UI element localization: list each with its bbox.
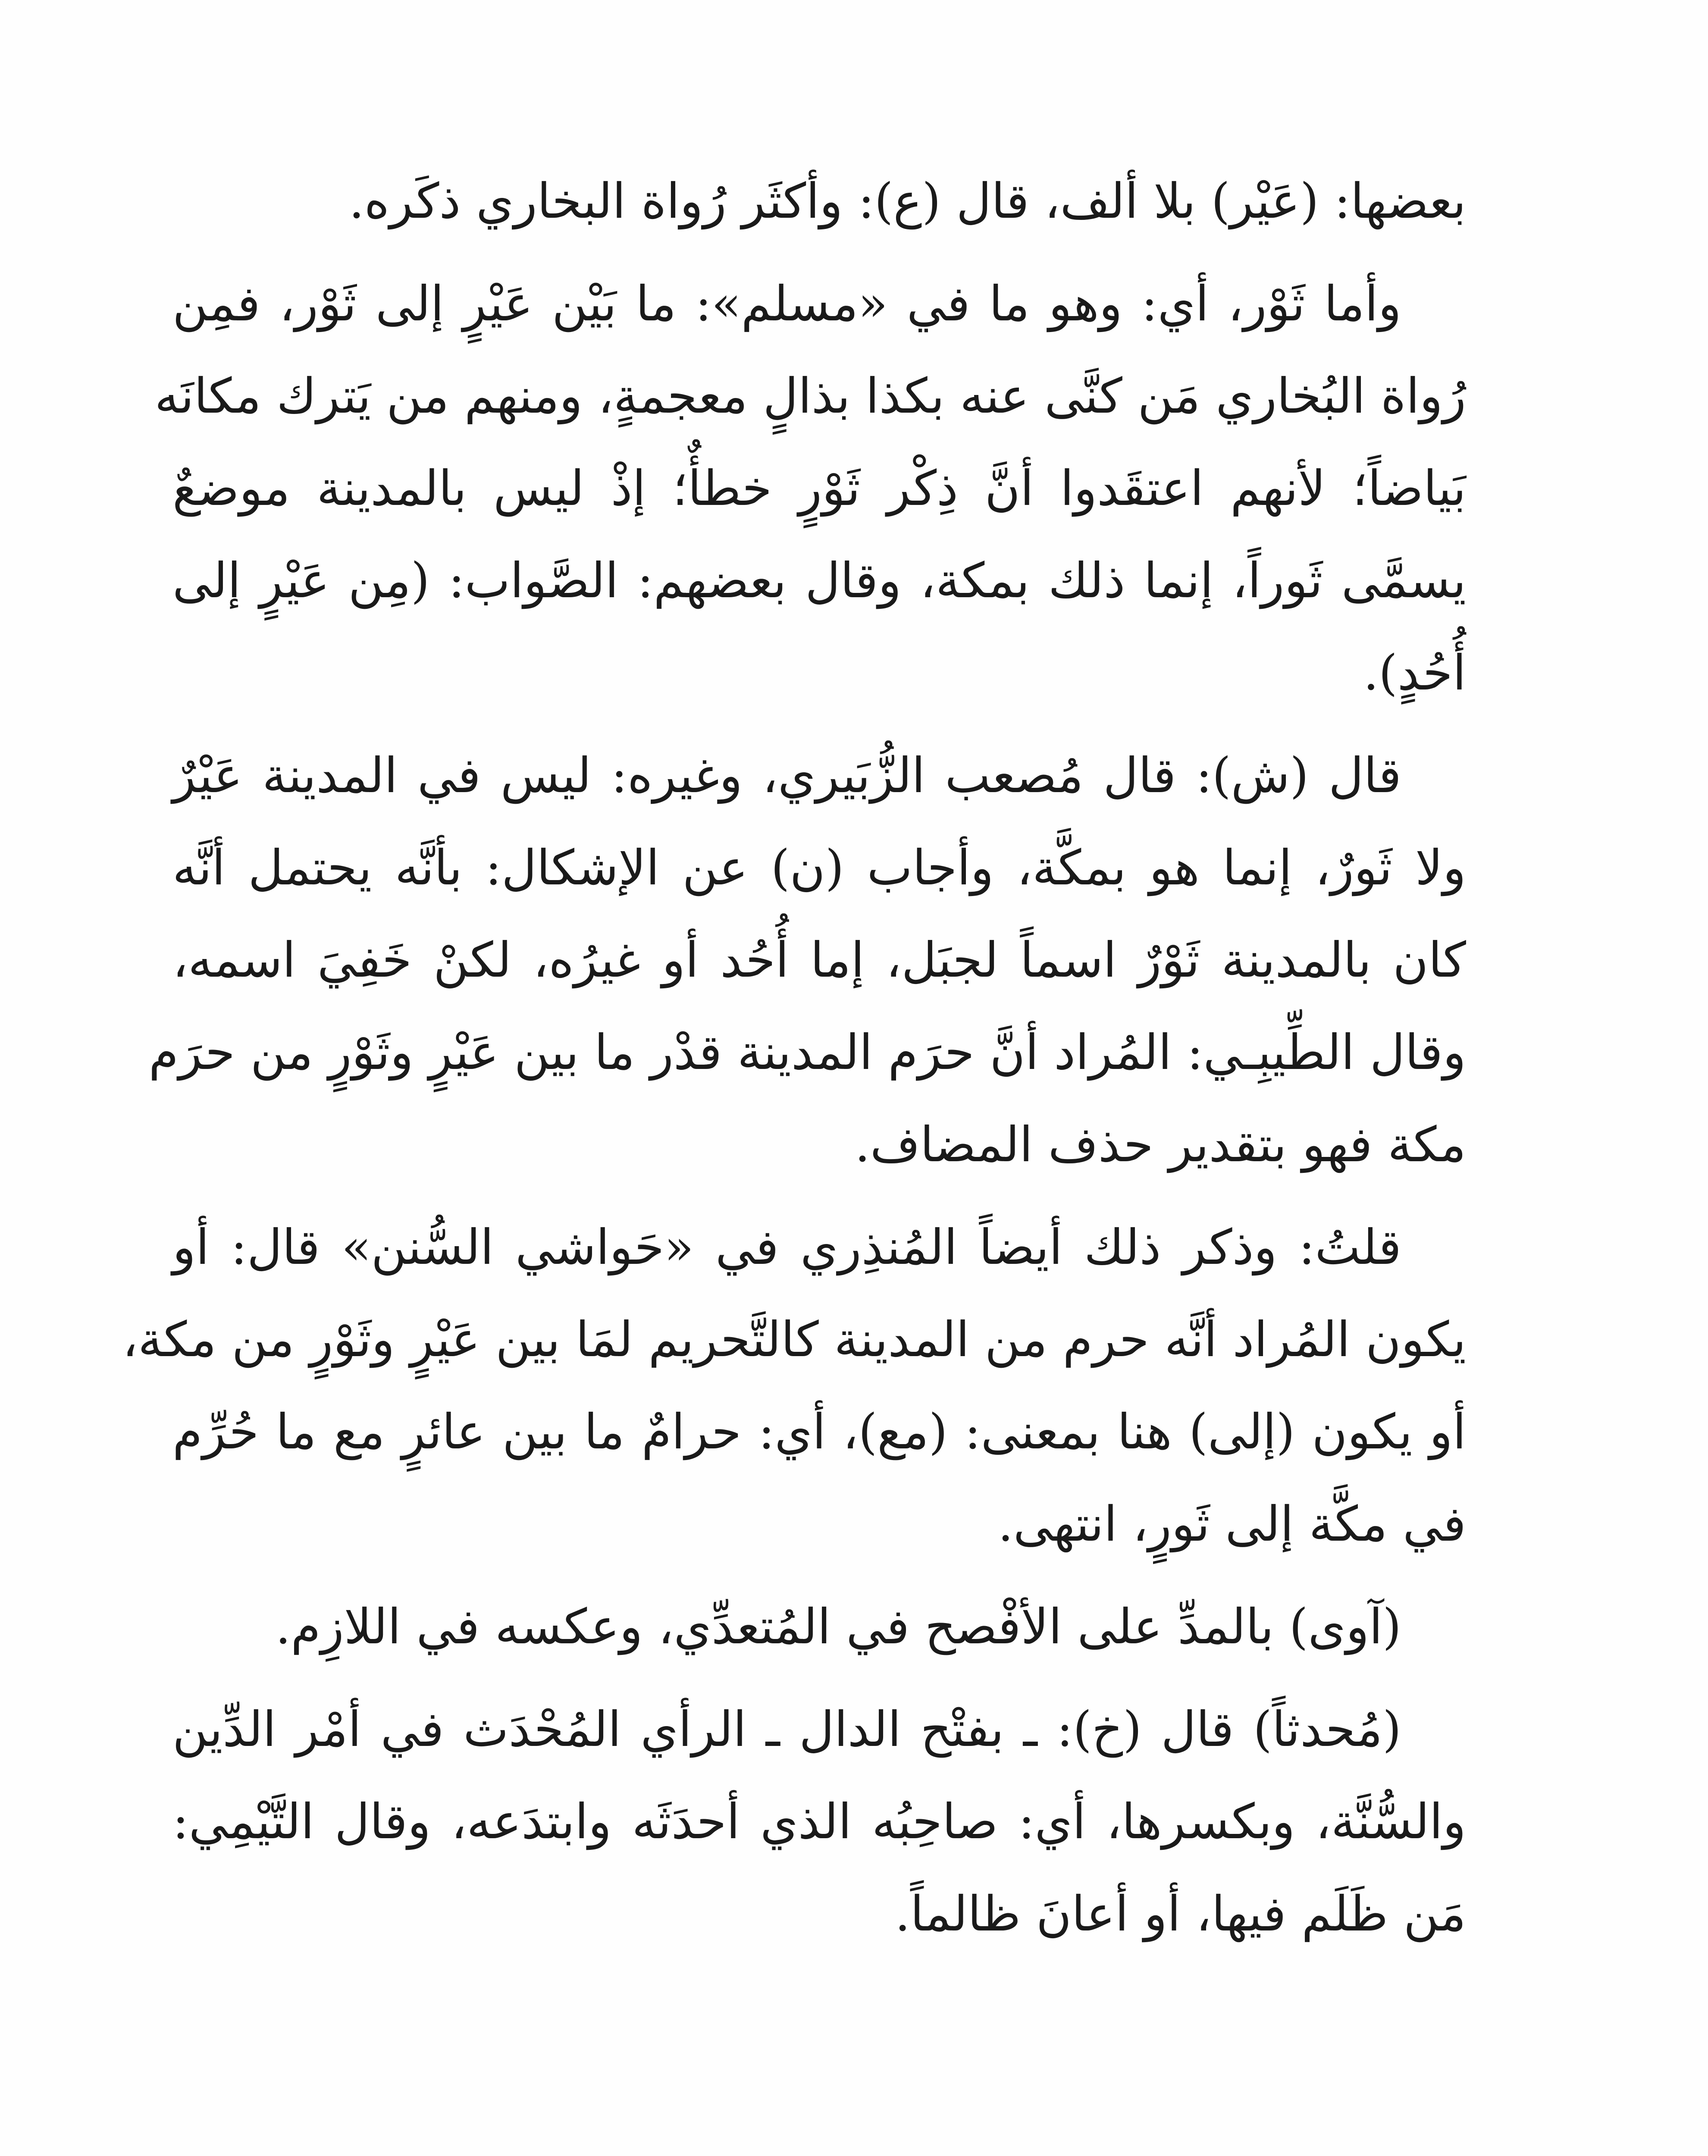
paragraph-thawr (154, 258, 1467, 719)
text-line: (مُحدثاً) قال (خ): ـ بفتْح الدال ـ الرأي المُحْدَث في أمْر الدِّين (172, 1702, 1401, 1758)
text-line: يكون المُراد أنَّه حرم من المدينة كالتَّحريم لمَا بين عَيْرٍ وثَوْرٍ من مكة، (122, 1312, 1466, 1368)
text-line: وأما ثَوْر، أي: وهو ما في «مسلم»: ما بَيْن عَيْرٍ إلى ثَوْر، فمِن (172, 276, 1401, 332)
text-line: يسمَّى ثَوراً، إنما ذلك بمكة، وقال بعضهم: الصَّواب: (مِن عَيْرٍ إلى (172, 553, 1467, 609)
paragraph-muhdathan (172, 1683, 1466, 1960)
text-line: أُحُدٍ). (1363, 645, 1466, 701)
paragraph-qala-sh (148, 730, 1466, 1191)
text-line: بَياضاً؛ لأنهم اعتقَدوا أنَّ ذِكْر ثَوْرٍ خطأٌ؛ إذْ ليس بالمدينة موضعٌ (172, 461, 1467, 517)
text-line: في مكَّة إلى ثَورٍ، انتهى. (998, 1496, 1466, 1552)
text-line: ولا ثَورٌ، إنما هو بمكَّة، وأجاب (ن) عن الإشكال: بأنَّه يحتمل أنَّه (172, 840, 1466, 896)
main-text (122, 155, 1467, 1971)
text-line: مَن ظَلَم فيها، أو أعانَ ظالماً. (895, 1886, 1466, 1942)
paragraph-qultu (122, 1201, 1466, 1570)
text-line: (آوى) بالمدِّ على الأفْصح في المُتعدِّي، وعكسه في اللازِم. (275, 1599, 1401, 1655)
text-line: بعضها: (عَيْر) بلا ألف، قال (ع): وأكثَر رُواة البخاري ذكَره. (349, 173, 1466, 229)
text-line: كان بالمدينة ثَوْرٌ اسماً لجبَل، إما أُحُد أو غيرُه، لكنْ خَفِيَ اسمه، (172, 932, 1466, 988)
paragraph-awa (172, 1581, 1466, 1673)
text-line: قال (ش): قال مُصعب الزُّبَيري، وغيره: ليس في المدينة عَيْرٌ (172, 748, 1401, 804)
text-line: أو يكون (إلى) هنا بمعنى: (مع)، أي: حرامٌ ما بين عائرٍ مع ما حُرِّم (172, 1404, 1466, 1460)
text-line: وقال الطِّيبِـي: المُراد أنَّ حرَم المدينة قدْر ما بين عَيْرٍ وثَوْرٍ من حرَم (148, 1025, 1466, 1081)
text-line: مكة فهو بتقدير حذف المضاف. (855, 1117, 1466, 1173)
text-line: قلتُ: وذكر ذلك أيضاً المُنذِري في «حَواشي السُّنن» قال: أو (172, 1219, 1401, 1275)
paragraph-continuation (172, 155, 1466, 248)
text-line: والسُّنَّة، وبكسرها، أي: صاحِبُه الذي أحدَثَه وابتدَعه، وقال التَّيْمِي: (172, 1794, 1466, 1850)
text-line: رُواة البُخاري مَن كنَّى عنه بكذا بذالٍ معجمةٍ، ومنهم من يَترك مكانَه (154, 368, 1466, 424)
